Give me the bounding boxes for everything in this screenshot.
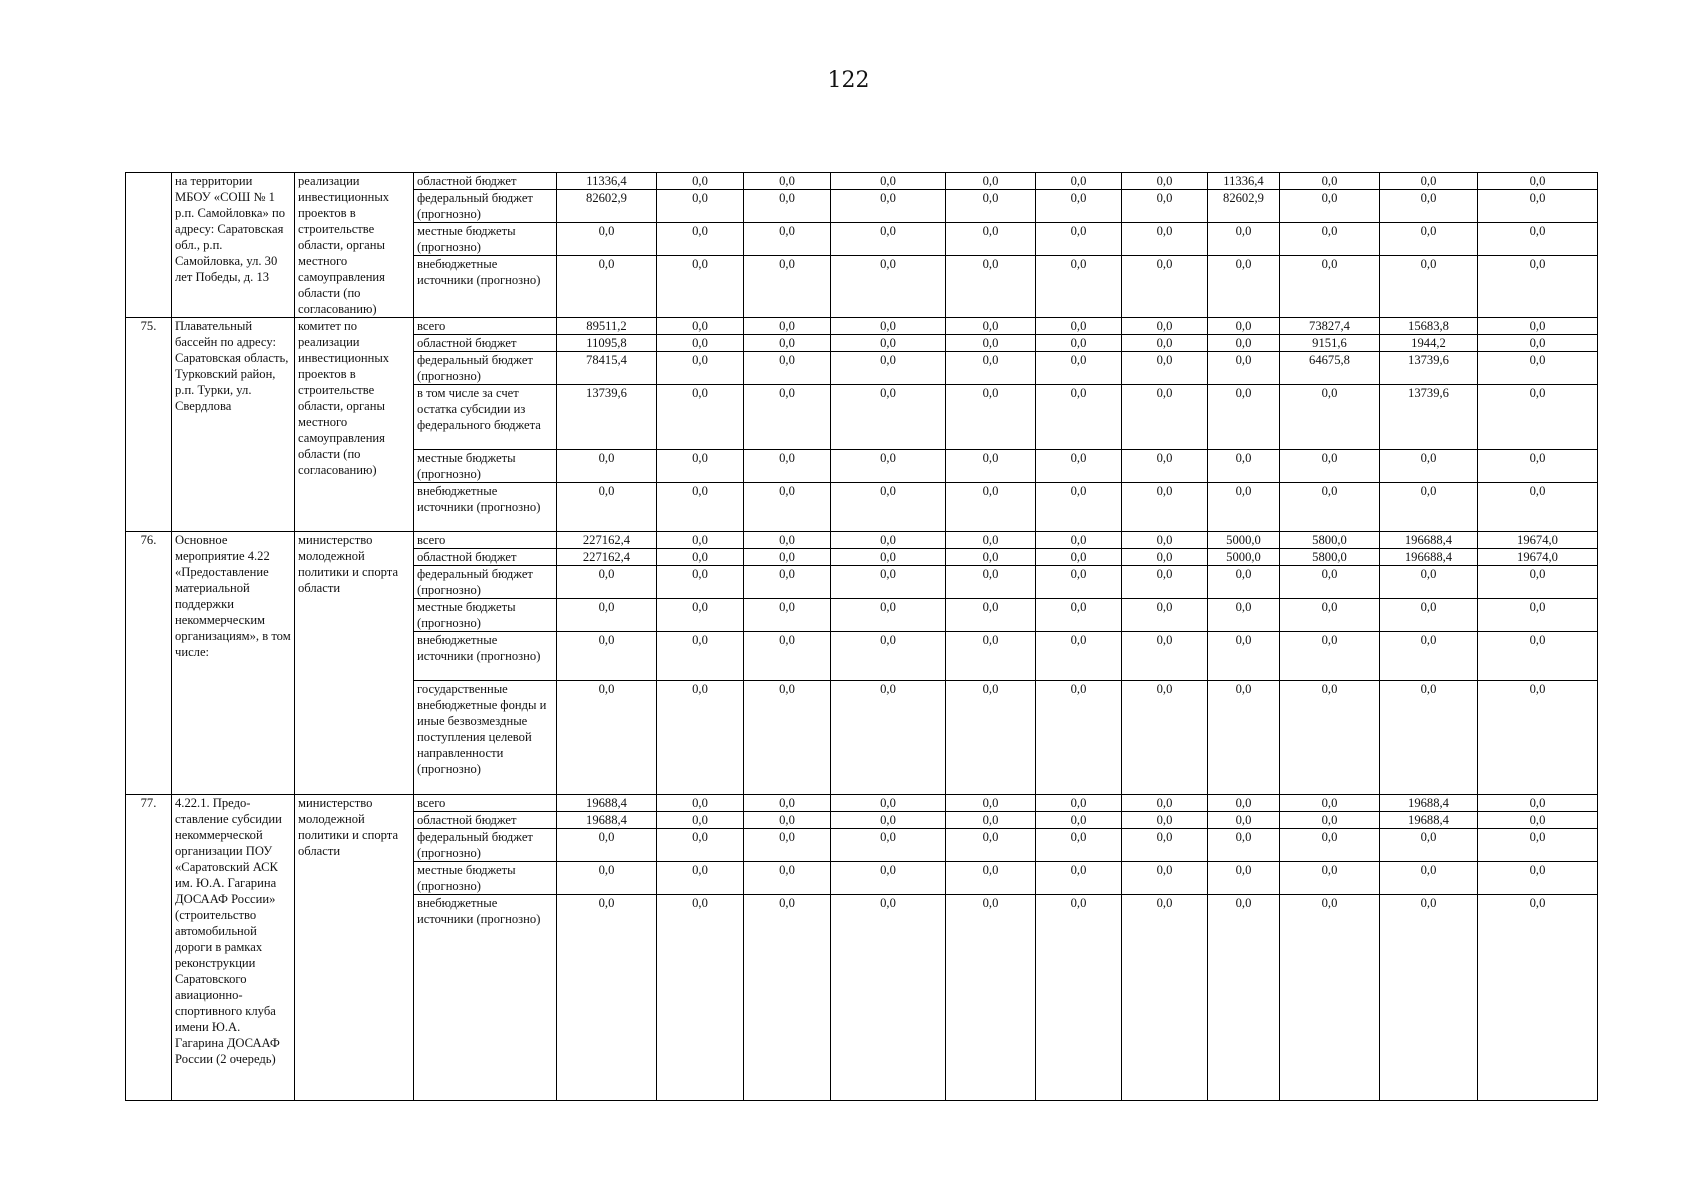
amount-cell: 0,0	[1122, 318, 1208, 335]
amount-cell: 0,0	[1478, 566, 1598, 599]
amount-cell: 11336,4	[1208, 173, 1280, 190]
amount-cell: 0,0	[657, 483, 744, 532]
amount-cell: 0,0	[744, 335, 831, 352]
amount-cell: 0,0	[1478, 862, 1598, 895]
amount-cell: 0,0	[1036, 812, 1122, 829]
amount-cell: 0,0	[1122, 599, 1208, 632]
page-number: 122	[827, 68, 870, 93]
amount-cell: 0,0	[1478, 632, 1598, 681]
amount-cell: 0,0	[657, 352, 744, 385]
amount-cell: 0,0	[1478, 385, 1598, 450]
item-executor: комитет по реализации инвестиционных проектов в строительстве области, органы местного самоуправления области (по согласованию)	[295, 318, 414, 532]
amount-cell: 0,0	[1280, 173, 1380, 190]
funding-source: федеральный бюджет (прогнозно)	[414, 829, 557, 862]
amount-cell: 0,0	[1036, 223, 1122, 256]
amount-cell: 0,0	[1380, 681, 1478, 795]
funding-source: федеральный бюджет (прогнозно)	[414, 352, 557, 385]
amount-cell: 0,0	[557, 483, 657, 532]
amount-cell: 0,0	[1036, 450, 1122, 483]
amount-cell: 19688,4	[1380, 795, 1478, 812]
amount-cell: 0,0	[1478, 256, 1598, 318]
amount-cell: 0,0	[1280, 795, 1380, 812]
amount-cell: 0,0	[657, 812, 744, 829]
amount-cell: 0,0	[1380, 173, 1478, 190]
amount-cell: 0,0	[657, 566, 744, 599]
amount-cell: 0,0	[1208, 335, 1280, 352]
amount-cell: 0,0	[1280, 450, 1380, 483]
amount-cell: 0,0	[831, 829, 946, 862]
amount-cell: 0,0	[1280, 385, 1380, 450]
amount-cell: 196688,4	[1380, 532, 1478, 549]
amount-cell: 0,0	[831, 549, 946, 566]
amount-cell: 0,0	[946, 681, 1036, 795]
amount-cell: 0,0	[1478, 223, 1598, 256]
amount-cell: 0,0	[831, 483, 946, 532]
amount-cell: 0,0	[831, 681, 946, 795]
amount-cell: 0,0	[946, 566, 1036, 599]
amount-cell: 0,0	[1122, 632, 1208, 681]
amount-cell: 0,0	[1280, 681, 1380, 795]
amount-cell: 0,0	[1036, 599, 1122, 632]
amount-cell: 0,0	[946, 335, 1036, 352]
amount-cell: 0,0	[831, 256, 946, 318]
table-row	[126, 318, 1598, 335]
item-number: 76.	[126, 532, 172, 795]
amount-cell: 0,0	[657, 681, 744, 795]
amount-cell: 0,0	[946, 450, 1036, 483]
amount-cell: 0,0	[831, 632, 946, 681]
amount-cell: 0,0	[657, 256, 744, 318]
amount-cell: 0,0	[744, 385, 831, 450]
funding-source: внебюджетные источники (прогнозно)	[414, 895, 557, 1101]
amount-cell: 0,0	[1122, 795, 1208, 812]
amount-cell: 0,0	[946, 895, 1036, 1101]
amount-cell: 0,0	[744, 223, 831, 256]
amount-cell: 0,0	[1208, 450, 1280, 483]
amount-cell: 13739,6	[1380, 352, 1478, 385]
amount-cell: 0,0	[946, 190, 1036, 223]
amount-cell: 0,0	[1478, 190, 1598, 223]
amount-cell: 0,0	[1208, 318, 1280, 335]
amount-cell: 0,0	[744, 256, 831, 318]
amount-cell: 0,0	[1122, 190, 1208, 223]
amount-cell: 19688,4	[557, 795, 657, 812]
amount-cell: 0,0	[557, 450, 657, 483]
amount-cell: 0,0	[1208, 256, 1280, 318]
amount-cell: 0,0	[1122, 895, 1208, 1101]
amount-cell: 5800,0	[1280, 532, 1380, 549]
amount-cell: 0,0	[744, 483, 831, 532]
amount-cell: 0,0	[946, 812, 1036, 829]
amount-cell: 0,0	[744, 190, 831, 223]
funding-source: внебюджетные источники (прогнозно)	[414, 256, 557, 318]
amount-cell: 0,0	[1478, 352, 1598, 385]
amount-cell: 0,0	[1208, 566, 1280, 599]
item-number	[126, 173, 172, 318]
amount-cell: 19674,0	[1478, 532, 1598, 549]
amount-cell: 82602,9	[1208, 190, 1280, 223]
funding-source: областной бюджет	[414, 549, 557, 566]
amount-cell: 0,0	[1478, 173, 1598, 190]
amount-cell: 0,0	[657, 223, 744, 256]
budget-table	[125, 172, 1598, 1101]
amount-cell: 0,0	[946, 632, 1036, 681]
item-name: 4.22.1. Предо-ставление субсидии некоммерческой организации ПОУ «Саратовский АСК им. Ю.А. Гагарина ДОСААФ России» (строительство автомобильной дороги в рамках реконструкции Саратовского авиационно-спортивного клуба имени Ю.А. Гагарина ДОСААФ России (2 очередь)	[172, 795, 295, 1101]
amount-cell: 0,0	[1122, 385, 1208, 450]
amount-cell: 0,0	[1036, 352, 1122, 385]
amount-cell: 0,0	[1122, 862, 1208, 895]
amount-cell: 0,0	[1478, 335, 1598, 352]
amount-cell: 9151,6	[1280, 335, 1380, 352]
amount-cell: 0,0	[1122, 352, 1208, 385]
amount-cell: 0,0	[1208, 795, 1280, 812]
amount-cell: 19688,4	[557, 812, 657, 829]
amount-cell: 0,0	[946, 256, 1036, 318]
item-executor: министерство молодежной политики и спорта области	[295, 532, 414, 795]
amount-cell: 0,0	[1036, 173, 1122, 190]
amount-cell: 227162,4	[557, 549, 657, 566]
funding-source: областной бюджет	[414, 173, 557, 190]
amount-cell: 0,0	[557, 566, 657, 599]
amount-cell: 0,0	[831, 862, 946, 895]
amount-cell: 0,0	[744, 812, 831, 829]
amount-cell: 0,0	[1122, 335, 1208, 352]
amount-cell: 0,0	[831, 190, 946, 223]
amount-cell: 0,0	[1122, 256, 1208, 318]
amount-cell: 0,0	[1036, 483, 1122, 532]
funding-source: федеральный бюджет (прогнозно)	[414, 566, 557, 599]
amount-cell: 0,0	[1478, 795, 1598, 812]
amount-cell: 0,0	[1280, 483, 1380, 532]
amount-cell: 0,0	[1122, 173, 1208, 190]
amount-cell: 0,0	[946, 385, 1036, 450]
amount-cell: 0,0	[1208, 632, 1280, 681]
amount-cell: 0,0	[831, 895, 946, 1101]
amount-cell: 0,0	[557, 895, 657, 1101]
amount-cell: 0,0	[946, 549, 1036, 566]
amount-cell: 1944,2	[1380, 335, 1478, 352]
amount-cell: 0,0	[831, 795, 946, 812]
item-name: Основное мероприятие 4.22 «Предоставление материальной поддержки некоммерческим организациям», в том числе:	[172, 532, 295, 795]
amount-cell: 0,0	[1280, 190, 1380, 223]
amount-cell: 0,0	[744, 681, 831, 795]
amount-cell: 0,0	[1036, 681, 1122, 795]
amount-cell: 0,0	[1036, 256, 1122, 318]
amount-cell: 13739,6	[1380, 385, 1478, 450]
amount-cell: 0,0	[1208, 681, 1280, 795]
funding-source: государственные внебюджетные фонды и иные безвозмездные поступления целевой направленности (прогнозно)	[414, 681, 557, 795]
item-name: Плавательный бассейн по адресу: Саратовская область, Турковский район, р.п. Турки, ул. Свердлова	[172, 318, 295, 532]
item-name: на территории МБОУ «СОШ № 1 р.п. Самойловка» по адресу: Саратовская обл., р.п. Самойловка, ул. 30 лет Победы, д. 13	[172, 173, 295, 318]
amount-cell: 227162,4	[557, 532, 657, 549]
amount-cell: 0,0	[744, 862, 831, 895]
amount-cell: 0,0	[1122, 812, 1208, 829]
amount-cell: 0,0	[1208, 862, 1280, 895]
item-number: 77.	[126, 795, 172, 1101]
amount-cell: 0,0	[744, 450, 831, 483]
item-executor: реализации инвестиционных проектов в строительстве области, органы местного самоуправления области (по согласованию)	[295, 173, 414, 318]
amount-cell: 0,0	[1280, 812, 1380, 829]
amount-cell: 0,0	[1380, 566, 1478, 599]
funding-source: в том числе за счет остатка субсидии из федерального бюджета	[414, 385, 557, 450]
amount-cell: 0,0	[657, 549, 744, 566]
amount-cell: 0,0	[1122, 483, 1208, 532]
amount-cell: 0,0	[1036, 190, 1122, 223]
amount-cell: 0,0	[1478, 318, 1598, 335]
amount-cell: 0,0	[1122, 223, 1208, 256]
amount-cell: 0,0	[744, 599, 831, 632]
amount-cell: 0,0	[1280, 599, 1380, 632]
amount-cell: 89511,2	[557, 318, 657, 335]
amount-cell: 15683,8	[1380, 318, 1478, 335]
amount-cell: 0,0	[1280, 862, 1380, 895]
amount-cell: 0,0	[946, 532, 1036, 549]
amount-cell: 0,0	[1036, 632, 1122, 681]
amount-cell: 0,0	[1280, 829, 1380, 862]
amount-cell: 0,0	[657, 599, 744, 632]
amount-cell: 0,0	[1208, 829, 1280, 862]
amount-cell: 0,0	[657, 335, 744, 352]
amount-cell: 0,0	[657, 385, 744, 450]
amount-cell: 0,0	[744, 352, 831, 385]
funding-source: всего	[414, 795, 557, 812]
funding-source: местные бюджеты (прогнозно)	[414, 862, 557, 895]
amount-cell: 0,0	[1122, 829, 1208, 862]
amount-cell: 0,0	[1478, 895, 1598, 1101]
amount-cell: 0,0	[657, 895, 744, 1101]
amount-cell: 0,0	[1208, 483, 1280, 532]
table-row	[126, 532, 1598, 549]
amount-cell: 0,0	[657, 795, 744, 812]
amount-cell: 0,0	[831, 532, 946, 549]
amount-cell: 0,0	[1208, 812, 1280, 829]
amount-cell: 0,0	[831, 335, 946, 352]
amount-cell: 0,0	[1122, 450, 1208, 483]
funding-source: внебюджетные источники (прогнозно)	[414, 483, 557, 532]
amount-cell: 0,0	[744, 829, 831, 862]
amount-cell: 0,0	[744, 632, 831, 681]
amount-cell: 19688,4	[1380, 812, 1478, 829]
amount-cell: 0,0	[1280, 566, 1380, 599]
amount-cell: 0,0	[1036, 385, 1122, 450]
amount-cell: 0,0	[557, 223, 657, 256]
amount-cell: 0,0	[744, 795, 831, 812]
amount-cell: 0,0	[557, 632, 657, 681]
amount-cell: 0,0	[1380, 599, 1478, 632]
amount-cell: 0,0	[1478, 681, 1598, 795]
amount-cell: 0,0	[1122, 532, 1208, 549]
amount-cell: 0,0	[1208, 385, 1280, 450]
amount-cell: 196688,4	[1380, 549, 1478, 566]
amount-cell: 0,0	[1122, 681, 1208, 795]
amount-cell: 0,0	[557, 862, 657, 895]
amount-cell: 0,0	[744, 566, 831, 599]
amount-cell: 19674,0	[1478, 549, 1598, 566]
amount-cell: 0,0	[657, 190, 744, 223]
amount-cell: 0,0	[831, 352, 946, 385]
amount-cell: 0,0	[1380, 829, 1478, 862]
amount-cell: 0,0	[557, 599, 657, 632]
amount-cell: 0,0	[1036, 895, 1122, 1101]
amount-cell: 0,0	[946, 829, 1036, 862]
amount-cell: 0,0	[831, 173, 946, 190]
amount-cell: 11095,8	[557, 335, 657, 352]
funding-source: областной бюджет	[414, 335, 557, 352]
amount-cell: 0,0	[946, 483, 1036, 532]
funding-source: внебюджетные источники (прогнозно)	[414, 632, 557, 681]
amount-cell: 0,0	[946, 318, 1036, 335]
funding-source: всего	[414, 532, 557, 549]
amount-cell: 13739,6	[557, 385, 657, 450]
amount-cell: 0,0	[1478, 829, 1598, 862]
amount-cell: 82602,9	[557, 190, 657, 223]
amount-cell: 0,0	[1036, 532, 1122, 549]
amount-cell: 0,0	[1380, 483, 1478, 532]
amount-cell: 64675,8	[1280, 352, 1380, 385]
amount-cell: 0,0	[1380, 862, 1478, 895]
amount-cell: 0,0	[831, 450, 946, 483]
amount-cell: 0,0	[1380, 190, 1478, 223]
amount-cell: 0,0	[557, 829, 657, 862]
amount-cell: 0,0	[831, 385, 946, 450]
amount-cell: 0,0	[744, 895, 831, 1101]
amount-cell: 0,0	[657, 532, 744, 549]
amount-cell: 0,0	[831, 599, 946, 632]
amount-cell: 0,0	[831, 566, 946, 599]
amount-cell: 0,0	[946, 599, 1036, 632]
amount-cell: 78415,4	[557, 352, 657, 385]
amount-cell: 0,0	[831, 812, 946, 829]
amount-cell: 5000,0	[1208, 532, 1280, 549]
amount-cell: 0,0	[1280, 223, 1380, 256]
amount-cell: 0,0	[1208, 599, 1280, 632]
amount-cell: 0,0	[1280, 895, 1380, 1101]
funding-source: местные бюджеты (прогнозно)	[414, 599, 557, 632]
amount-cell: 73827,4	[1280, 318, 1380, 335]
amount-cell: 0,0	[744, 173, 831, 190]
amount-cell: 0,0	[744, 318, 831, 335]
amount-cell: 0,0	[1122, 549, 1208, 566]
amount-cell: 0,0	[1208, 895, 1280, 1101]
amount-cell: 0,0	[1208, 352, 1280, 385]
amount-cell: 0,0	[744, 549, 831, 566]
amount-cell: 0,0	[1478, 483, 1598, 532]
amount-cell: 0,0	[1036, 862, 1122, 895]
funding-source: местные бюджеты (прогнозно)	[414, 450, 557, 483]
amount-cell: 0,0	[1036, 566, 1122, 599]
amount-cell: 5000,0	[1208, 549, 1280, 566]
amount-cell: 0,0	[1036, 335, 1122, 352]
amount-cell: 0,0	[831, 318, 946, 335]
amount-cell: 0,0	[1478, 599, 1598, 632]
funding-source: всего	[414, 318, 557, 335]
amount-cell: 0,0	[1036, 795, 1122, 812]
amount-cell: 5800,0	[1280, 549, 1380, 566]
table-row	[126, 173, 1598, 190]
amount-cell: 0,0	[1036, 318, 1122, 335]
amount-cell: 0,0	[1380, 256, 1478, 318]
amount-cell: 0,0	[946, 795, 1036, 812]
amount-cell: 0,0	[1036, 829, 1122, 862]
amount-cell: 0,0	[831, 223, 946, 256]
amount-cell: 0,0	[657, 450, 744, 483]
amount-cell: 0,0	[657, 632, 744, 681]
amount-cell: 0,0	[1208, 223, 1280, 256]
table-row	[126, 795, 1598, 812]
funding-source: федеральный бюджет (прогнозно)	[414, 190, 557, 223]
amount-cell: 0,0	[1380, 632, 1478, 681]
amount-cell: 0,0	[1036, 549, 1122, 566]
amount-cell: 0,0	[946, 862, 1036, 895]
amount-cell: 0,0	[657, 829, 744, 862]
amount-cell: 0,0	[1280, 632, 1380, 681]
amount-cell: 0,0	[557, 256, 657, 318]
amount-cell: 0,0	[1478, 450, 1598, 483]
amount-cell: 0,0	[657, 318, 744, 335]
amount-cell: 0,0	[1122, 566, 1208, 599]
amount-cell: 0,0	[557, 681, 657, 795]
amount-cell: 0,0	[1280, 256, 1380, 318]
amount-cell: 0,0	[1380, 450, 1478, 483]
amount-cell: 0,0	[744, 532, 831, 549]
amount-cell: 0,0	[1380, 223, 1478, 256]
amount-cell: 0,0	[1380, 895, 1478, 1101]
amount-cell: 0,0	[1478, 812, 1598, 829]
amount-cell: 0,0	[946, 223, 1036, 256]
funding-source: областной бюджет	[414, 812, 557, 829]
amount-cell: 11336,4	[557, 173, 657, 190]
amount-cell: 0,0	[946, 352, 1036, 385]
item-executor: министерство молодежной политики и спорта области	[295, 795, 414, 1101]
amount-cell: 0,0	[657, 862, 744, 895]
item-number: 75.	[126, 318, 172, 532]
amount-cell: 0,0	[946, 173, 1036, 190]
funding-source: местные бюджеты (прогнозно)	[414, 223, 557, 256]
amount-cell: 0,0	[657, 173, 744, 190]
